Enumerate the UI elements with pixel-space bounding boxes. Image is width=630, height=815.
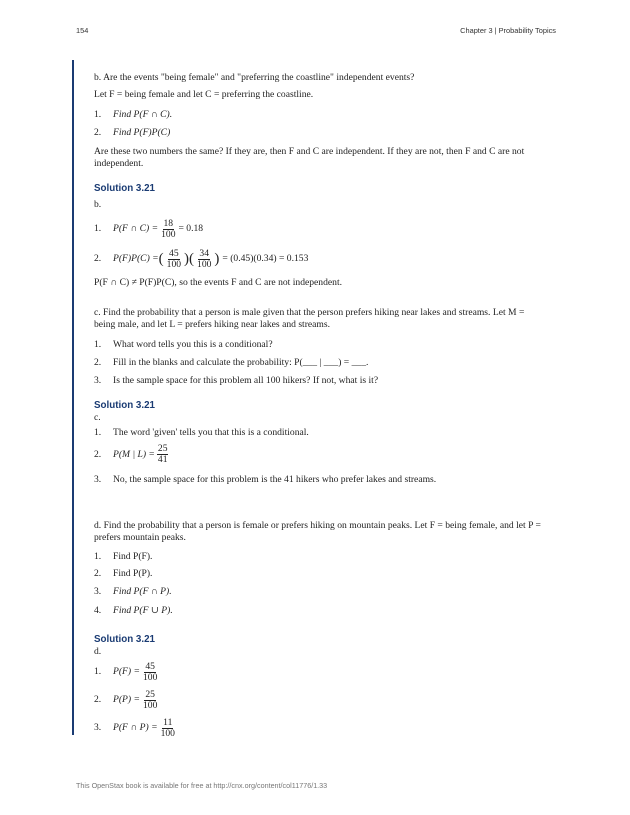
list-item: 1. Find P(F ∩ C). [94,109,173,120]
part-d-list [94,548,542,620]
part-b-note: Are these two numbers the same? If they are, then F and C are independent. If they are not, then F and C are not independent. [94,146,525,169]
solution-b-letter: b. [94,199,102,210]
page-number: 154 [76,26,89,35]
list-item: 2. P(P) = $\frac{25}{100}$ [94,688,158,711]
part-b-letline: Let F = being female and let C = preferring the coastline. [94,89,314,100]
example-sidebar-bar [72,60,74,735]
solution-b-title: Solution 3.21 [94,183,155,194]
solution-c-title: Solution 3.21 [94,400,155,411]
part-b-list [94,106,542,142]
list-item: 3. No, the sample space for this problem is the 41 hikers who prefer lakes and streams. [94,474,437,485]
part-d-question: d. Find the probability that a person is female or prefers hiking on mountain peaks. Let F = being female, and let P = prefers mountain peaks. [94,520,541,543]
fraction: $\frac{11}{100}$ [160,716,175,739]
solution-b-list [94,214,542,274]
fraction: $\frac{34}{100}$ [197,247,212,270]
part-c-question: c. Find the probability that a person is male given that the person prefers hiking near lakes and streams. Let M = being male, and let L = prefers hiking near lakes and streams. [94,307,525,330]
example-content [94,72,542,742]
list-item: 2. Find P(F)P(C) [94,127,171,138]
fraction: $\frac{45}{100}$ [142,660,158,683]
list-item: 2. P(M | L) = $\frac{25}{41}$ [94,443,168,465]
solution-c-list [94,424,542,492]
solution-c-letter: c. [94,412,101,423]
fraction: $\frac{45}{100}$ [166,247,182,270]
list-item: 1. Find P(F). [94,550,153,562]
part-b-question: b. Are the events "being female" and "preferring the coastline" independent events? [94,72,415,83]
list-item: 1. What word tells you this is a conditional? [94,339,273,350]
solution-d-list [94,658,542,742]
list-item: 2. Fill in the blanks and calculate the probability: P(___ | ___) = ___. [94,357,369,368]
part-c-list [94,336,542,390]
solution-d-letter: d. [94,646,102,657]
list-item: 4. Find P(F ∪ P). [94,604,173,616]
list-item: 1. P(F) = $\frac{45}{100}$ [94,660,158,683]
list-item: 1. P(F ∩ C) = $\frac{18}{100}$ = 0.18 [94,217,204,240]
list-item: 2. Find P(P). [94,567,153,579]
footer-text: This OpenStax book is available for free at http://cnx.org/content/col11776/1.33 [76,781,328,790]
fraction: $\frac{25}{100}$ [142,688,158,711]
solution-b-conclusion: P(F ∩ C) ≠ P(F)P(C), so the events F and C are not independent. [94,277,343,288]
list-item: 2. P(F)P(C) = ( $\frac{45}{100}$ )( $\frac{34}{100}$ ) = (0.45)(0.34) = 0.153 [94,247,309,270]
chapter-header: Chapter 3 | Probability Topics [460,26,556,35]
fraction: $\frac{25}{41}$ [157,443,168,465]
list-item: 3. Find P(F ∩ P). [94,585,172,597]
list-item: 3. Is the sample space for this problem all 100 hikers? If not, what is it? [94,375,379,386]
list-item: 3. P(F ∩ P) = $\frac{11}{100}$ [94,716,175,739]
list-item: 1. The word 'given' tells you that this is a conditional. [94,426,309,438]
fraction: $\frac{18}{100}$ [161,217,176,240]
solution-d-title: Solution 3.21 [94,634,155,645]
